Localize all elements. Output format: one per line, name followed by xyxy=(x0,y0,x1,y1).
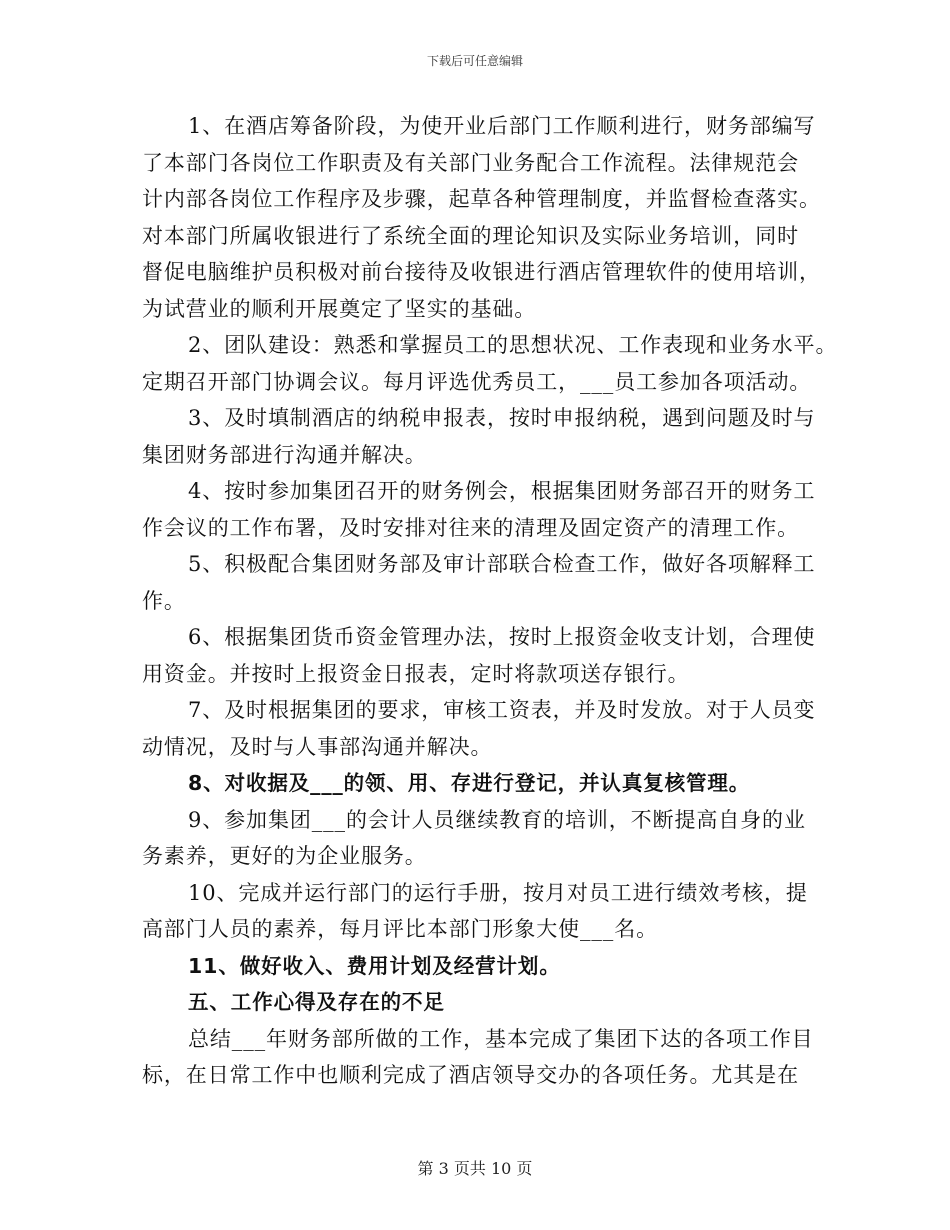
text-line: 用资金。并按时上报资金日报表，定时将款项送存银行。 xyxy=(142,661,690,686)
text-line: 10、完成并运行部门的运行手册，按月对员工进行绩效考核，提 xyxy=(188,880,808,905)
text-line: 高部门人员的素养，每月评比本部门形象大使___名。 xyxy=(142,917,658,941)
text-line: 标，在日常工作中也顺利完成了酒店领导交办的各项任务。尤其是在 xyxy=(142,1063,799,1087)
text-line: 7、及时根据集团的要求，审核工资表，并及时发放。对于人员变 xyxy=(188,698,816,722)
page-footer: 第 3 页共 10 页 xyxy=(417,1159,533,1178)
text-line: 5、积极配合集团财务部及审计部联合检查工作，做好各项解释工 xyxy=(188,552,816,576)
text-line: 为试营业的顺利开展奠定了坚实的基础。 xyxy=(142,296,537,321)
text-line: 作会议的工作布署，及时安排对往来的清理及固定资产的清理工作。 xyxy=(142,515,799,540)
text-line: 动情况，及时与人事部沟通并解决。 xyxy=(142,734,493,759)
text-line: 作。 xyxy=(142,588,186,613)
text-line: 9、参加集团___的会计人员继续教育的培训，不断提高自身的业 xyxy=(188,807,806,832)
text-line: 1、在酒店筹备阶段，为使开业后部门工作顺利进行，财务部编写 xyxy=(188,114,816,138)
text-line: 对本部门所属收银进行了系统全面的理论知识及实际业务培训，同时 xyxy=(142,223,799,248)
text-line: 总结___年财务部所做的工作，基本完成了集团下达的各项工作目 xyxy=(188,1026,814,1051)
text-line: 了本部门各岗位工作职责及有关部门业务配合工作流程。法律规范会 xyxy=(142,150,799,175)
text-line: 4、按时参加集团召开的财务例会，根据集团财务部召开的财务工 xyxy=(188,479,816,503)
text-line: 6、根据集团货币资金管理办法，按时上报资金收支计划，合理使 xyxy=(188,625,816,649)
text-line: 集团财务部进行沟通并解决。 xyxy=(142,442,427,467)
text-line: 2、团队建设：熟悉和掌握员工的思想状况、工作表现和业务水平。 xyxy=(188,333,838,357)
document-body xyxy=(142,108,838,1094)
text-line: 督促电脑维护员积极对前台接待及收银进行酒店管理软件的使用培训， xyxy=(142,260,821,284)
page-header: 下载后可任意编辑 xyxy=(426,54,523,68)
text-line: 务素养，更好的为企业服务。 xyxy=(142,844,427,868)
text-line: 五、工作心得及存在的不足 xyxy=(188,990,445,1014)
text-line: 8、对收据及___的领、用、存进行登记，并认真复核管理。 xyxy=(188,771,751,795)
text-line: 计内部各岗位工作程序及步骤，起草各种管理制度，并监督检查落实。 xyxy=(142,187,821,211)
text-line: 定期召开部门协调会议。每月评选优秀员工，___员工参加各项活动。 xyxy=(142,369,812,394)
text-line: 3、及时填制酒店的纳税申报表，按时申报纳税，遇到问题及时与 xyxy=(188,406,816,430)
text-line: 11、做好收入、费用计划及经营计划。 xyxy=(188,953,561,978)
